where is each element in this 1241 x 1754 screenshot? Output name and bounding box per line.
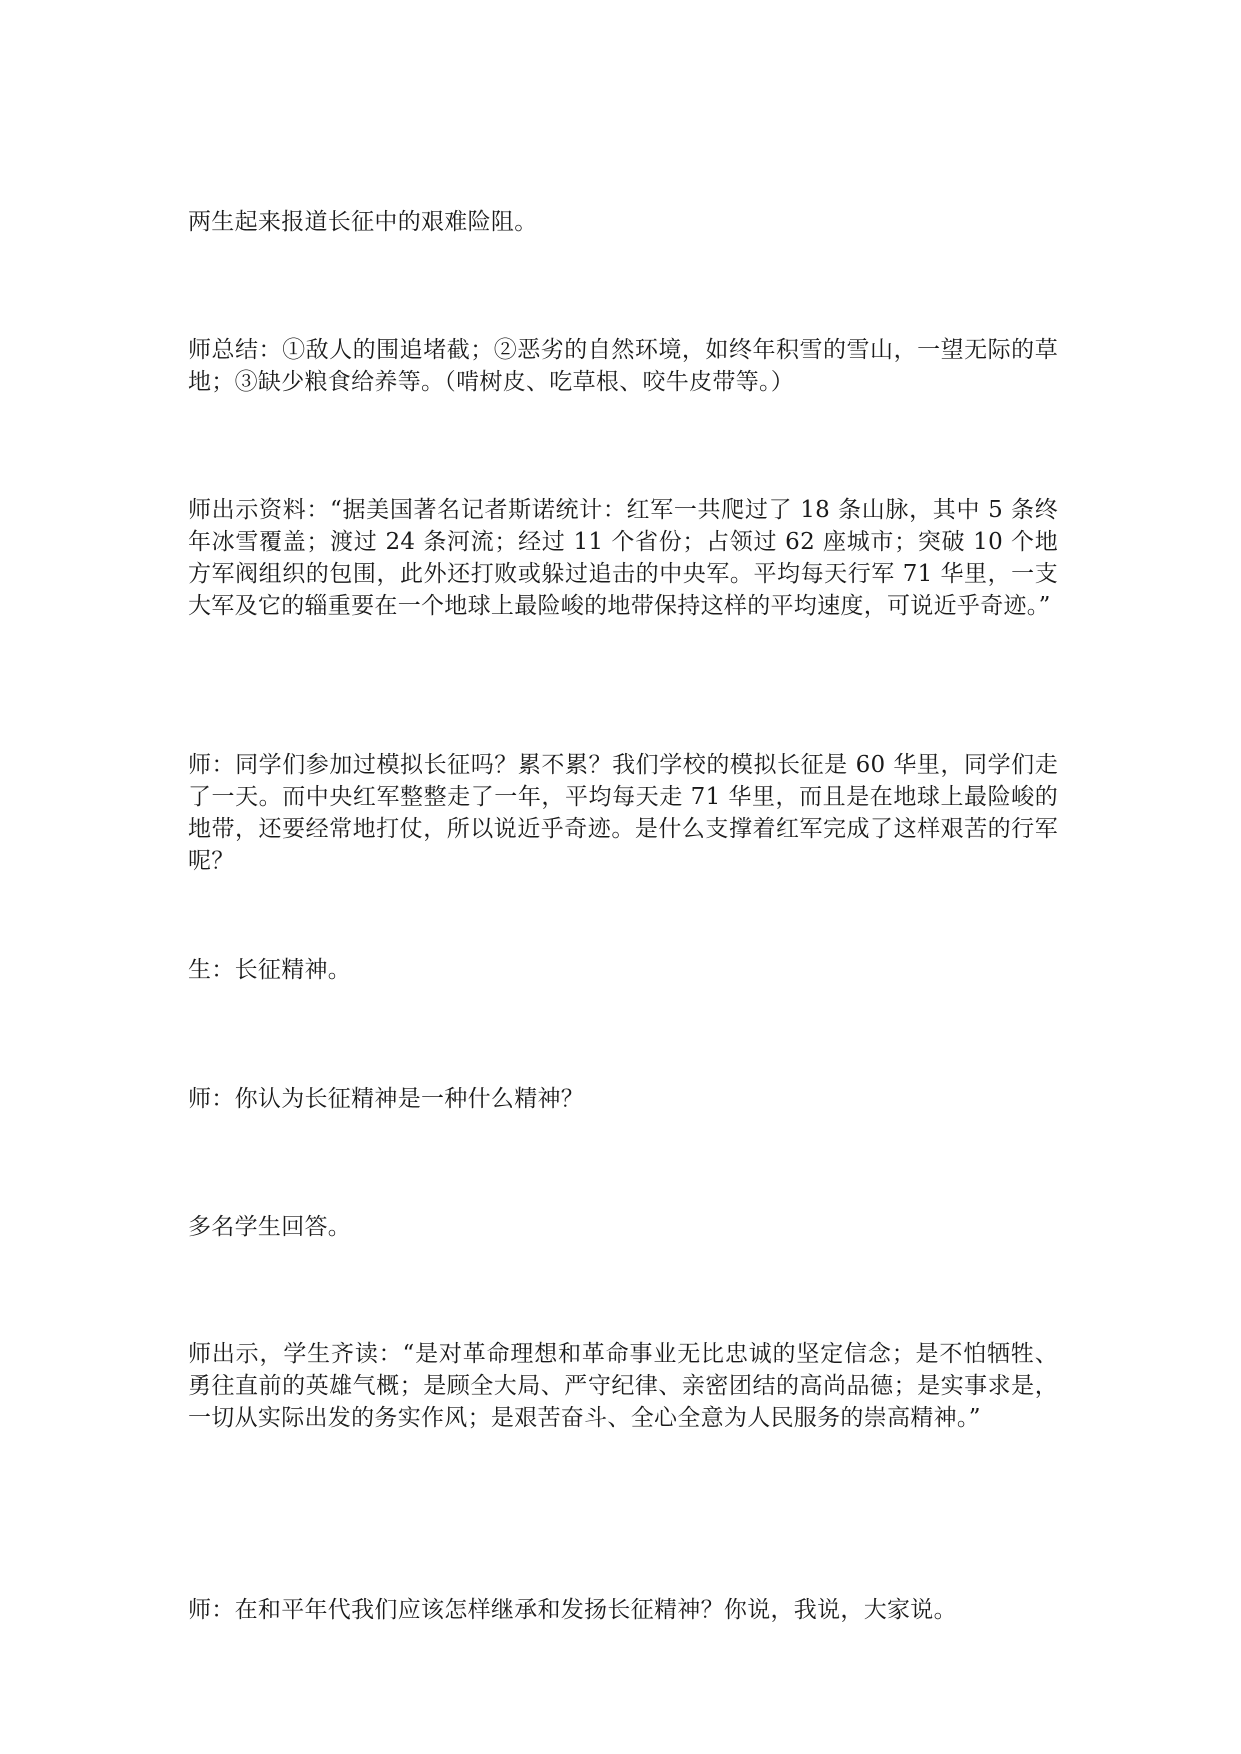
paragraph-teacher-summary: 师总结：①敌人的围追堵截；②恶劣的自然环境，如终年积雪的雪山，一望无际的草地；③缺少粮食给养等。（啃树皮、吃草根、咬牛皮带等。） <box>188 337 1058 395</box>
paragraph-teacher-closing: 师：在和平年代我们应该怎样继承和发扬长征精神？你说，我说，大家说。 <box>188 1597 957 1623</box>
paragraph-student-answer: 生：长征精神。 <box>188 957 352 983</box>
paragraph-spirit-reading: 师出示，学生齐读：“是对革命理想和革命事业无比忠诚的坚定信念；是不怕牺牲、勇往直前的英雄气概；是顾全大局、严守纪律、亲密团结的高尚品德；是实事求是，一切从实际出发的务实作风；是艰苦奋斗、全心全意为人民服务的崇高精神。” <box>188 1341 1058 1431</box>
paragraph-snow-statistics: 师出示资料：“据美国著名记者斯诺统计：红军一共爬过了 18 条山脉，其中 5 条终年冰雪覆盖；渡过 24 条河流；经过 11 个省份；占领过 62 座城市；突破 10 个地方军阀组织的包围，此外还打败或躲过追击的中央军。平均每天行军 71 华里，一支大军及它的辎重要在一个地球上最险峻的地带保持这样的平均速度，可说近乎奇迹。” <box>188 497 1058 619</box>
paragraph-teacher-ask-spirit: 师：你认为长征精神是一种什么精神？ <box>188 1086 585 1112</box>
paragraph-students-respond: 多名学生回答。 <box>188 1214 352 1240</box>
paragraph-teacher-question: 师：同学们参加过模拟长征吗？累不累？我们学校的模拟长征是 60 华里，同学们走了一天。而中央红军整整走了一年，平均每天走 71 华里，而且是在地球上最险峻的地带，还要经常地打仗，所以说近乎奇迹。是什么支撑着红军完成了这样艰苦的行军呢？ <box>188 752 1058 874</box>
paragraph-student-report: 两生起来报道长征中的艰难险阻。 <box>188 209 538 235</box>
